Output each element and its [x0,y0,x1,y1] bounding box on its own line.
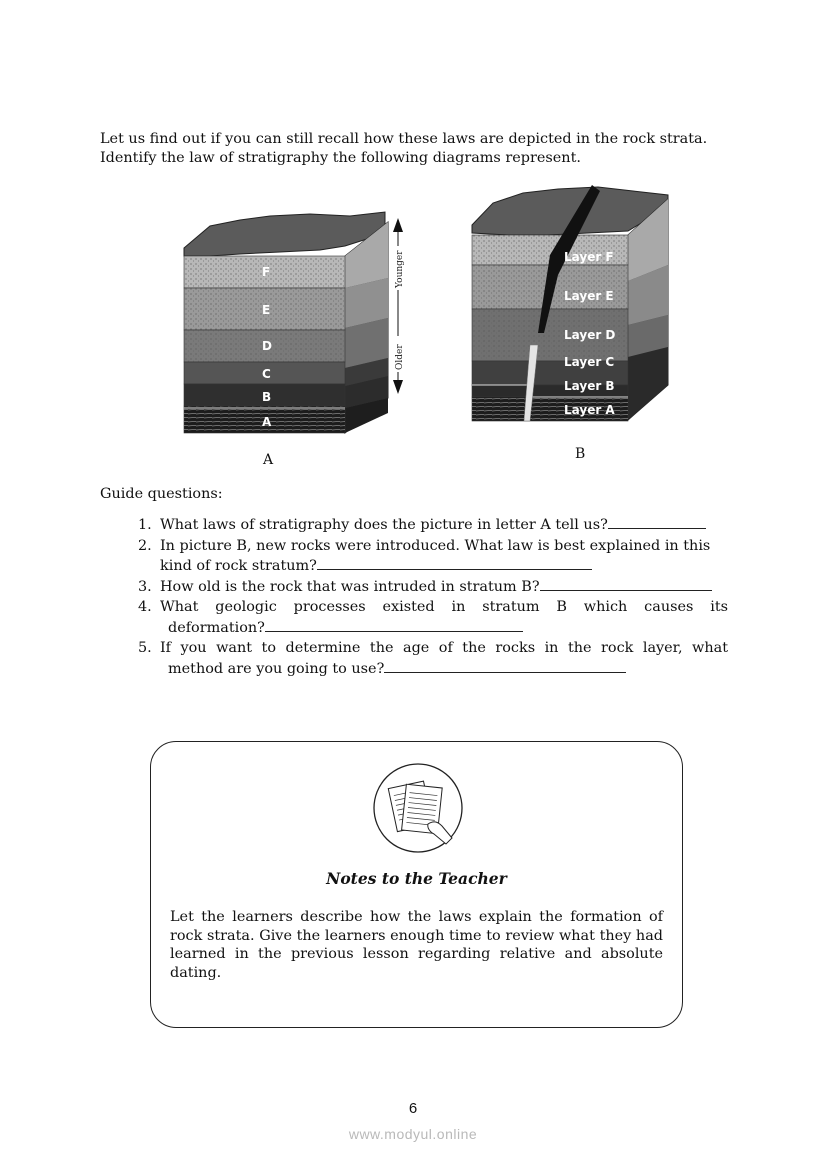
older-label: Older [395,344,405,370]
question-item: 2. In picture B, new rocks were introduced. What law is best explained in this kind of rock stratum? [138,537,711,574]
guide-questions-list [138,515,728,679]
layer-c-label: C [262,367,271,381]
answer-blank[interactable] [265,618,523,632]
notes-to-teacher-box [150,741,683,1028]
intro-line-1: Let us find out if you can still recall how these laws are depicted in the rock strata. [100,131,708,147]
layer-f-label-b: Layer F [564,250,614,264]
answer-blank[interactable] [384,659,626,673]
page-number: 6 [408,1100,418,1117]
intro-line-2: Identify the law of stratigraphy the following diagrams represent. [100,150,581,166]
figure-a-caption: A [263,452,274,468]
layer-b-label: B [262,390,272,404]
notes-title: Notes to the Teacher [326,869,507,888]
question-item-cont: deformation? [138,618,728,639]
answer-blank[interactable] [608,515,706,529]
answer-blank[interactable] [540,577,712,591]
guide-questions-title: Guide questions: [100,486,223,502]
layer-a-label-b: Layer A [564,403,615,417]
layer-b-label-b: Layer B [564,379,615,393]
question-item: 5. If you want to determine the age of the rocks in the rock layer, what [138,640,728,656]
layer-d-label-b: Layer D [564,328,616,342]
rock-strata-diagram-b [468,185,678,430]
layer-f-label: F [262,265,271,279]
age-arrow [393,218,405,394]
question-item: 4. What geologic processes existed in stratum B which causes its [138,599,728,615]
younger-label: Younger [395,250,405,288]
paper-document-hand-icon [372,762,464,854]
layer-c-label-b: Layer C [564,355,615,369]
figure-b-caption: B [575,446,586,462]
answer-blank[interactable] [317,556,592,570]
layer-d-label: D [262,339,272,353]
question-item: 1. What laws of stratigraphy does the picture in letter A tell us? [138,515,728,536]
intro-paragraph [100,130,730,168]
watermark: www.modyul.online [348,1126,478,1142]
question-item: 3. How old is the rock that was intruded in stratum B? [138,577,728,598]
rock-strata-diagram-a [180,208,410,443]
layer-e-label-b: Layer E [564,289,614,303]
notes-body: Let the learners describe how the laws explain the formation of rock strata. Give the learners enough time to review what they had learned in the previous lesson regarding relative and absolute dating. [170,909,663,981]
layer-e-label: E [262,303,271,317]
layer-a-label: A [262,415,272,429]
question-item-cont: method are you going to use? [138,659,728,680]
